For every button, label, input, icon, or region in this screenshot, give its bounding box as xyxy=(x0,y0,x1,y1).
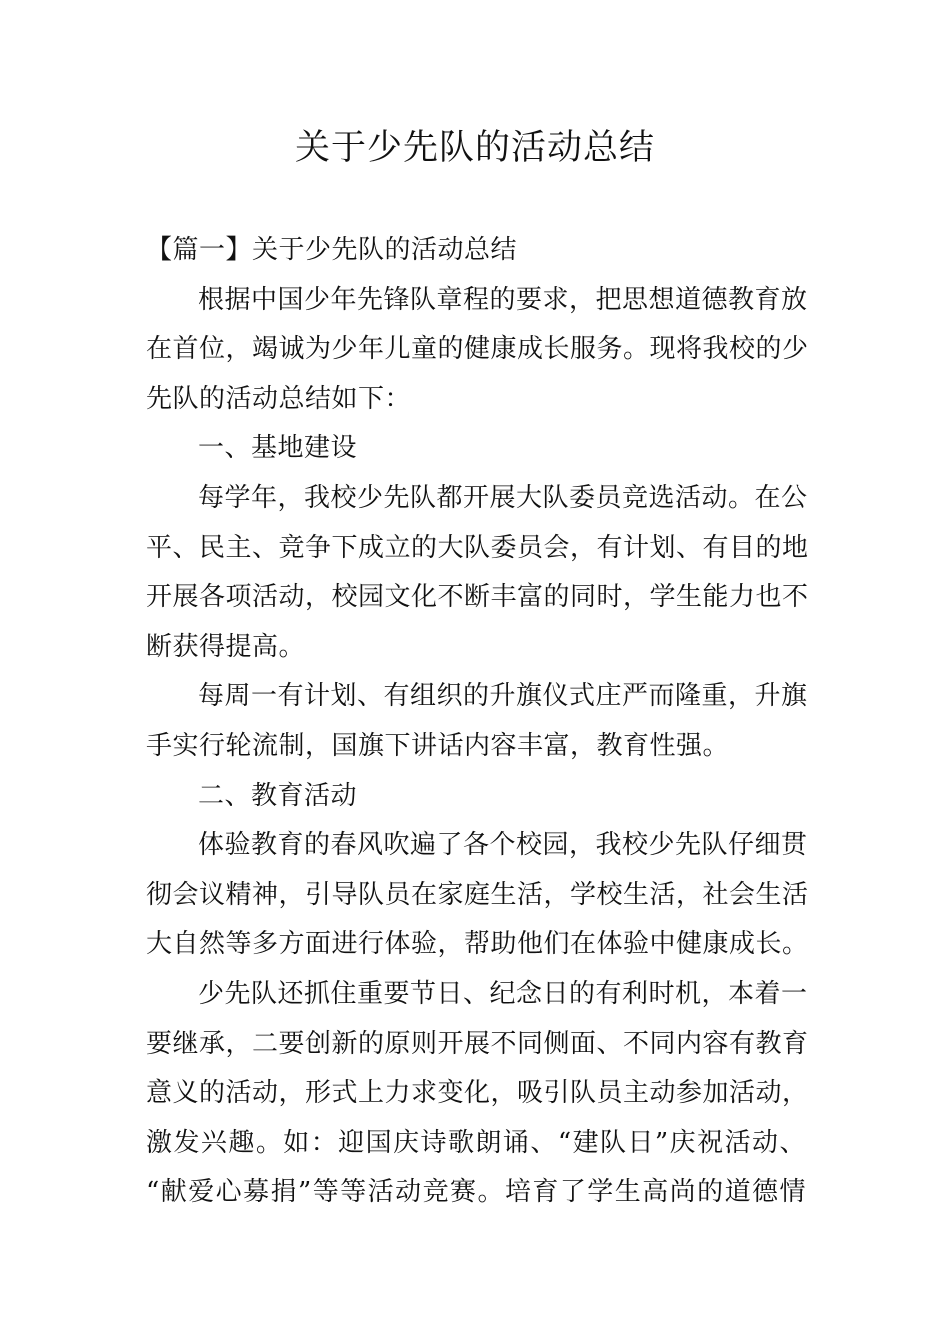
paragraph-line: 要继承，二要创新的原则开展不同侧面、不同内容有教育 xyxy=(146,1028,809,1059)
paragraph-line: 彻会议精神，引导队员在家庭生活，学校生活，社会生活 xyxy=(146,879,809,910)
paragraph-line: 先队的活动总结如下： xyxy=(146,383,412,414)
paragraph-line: 根据中国少年先锋队章程的要求，把思想道德教育放 xyxy=(198,284,808,315)
paragraph-line: 每周一有计划、有组织的升旗仪式庄严而隆重，升旗 xyxy=(198,681,808,712)
paragraph-line: 断获得提高。 xyxy=(146,631,306,662)
paragraph-line: 开展各项活动，校园文化不断丰富的同时，学生能力也不 xyxy=(146,582,809,613)
paragraph-line: 大自然等多方面进行体验，帮助他们在体验中健康成长。 xyxy=(146,929,809,960)
paragraph-line: 平、民主、竞争下成立的大队委员会，有计划、有目的地 xyxy=(146,532,809,563)
paragraph-line: 手实行轮流制，国旗下讲话内容丰富，教育性强。 xyxy=(146,730,730,761)
paragraph-line: 在首位，竭诚为少年儿童的健康成长服务。现将我校的少 xyxy=(146,334,809,365)
document-body xyxy=(146,226,809,1218)
paragraph-line: 意义的活动，形式上力求变化，吸引队员主动参加活动， xyxy=(146,1078,809,1109)
paragraph-line: 体验教育的春风吹遍了各个校园，我校少先队仔细贯 xyxy=(198,830,808,861)
paragraph-line: “献爱心募捐”等等活动竞赛。培育了学生高尚的道德情 xyxy=(146,1177,806,1208)
paragraph-line: 每学年，我校少先队都开展大队委员竞选活动。在公 xyxy=(198,482,808,513)
subheading-education-activities: 二、教育活动 xyxy=(198,780,358,811)
paragraph-line: 少先队还抓住重要节日、纪念日的有利时机，本着一 xyxy=(198,978,808,1009)
paragraph-line: 激发兴趣。如：迎国庆诗歌朗诵、“建队日”庆祝活动、 xyxy=(146,1127,806,1158)
section-heading-part-one: 【篇一】关于少先队的活动总结 xyxy=(146,235,518,265)
document-title: 关于少先队的活动总结 xyxy=(294,128,655,168)
subheading-base-construction: 一、基地建设 xyxy=(198,433,358,464)
